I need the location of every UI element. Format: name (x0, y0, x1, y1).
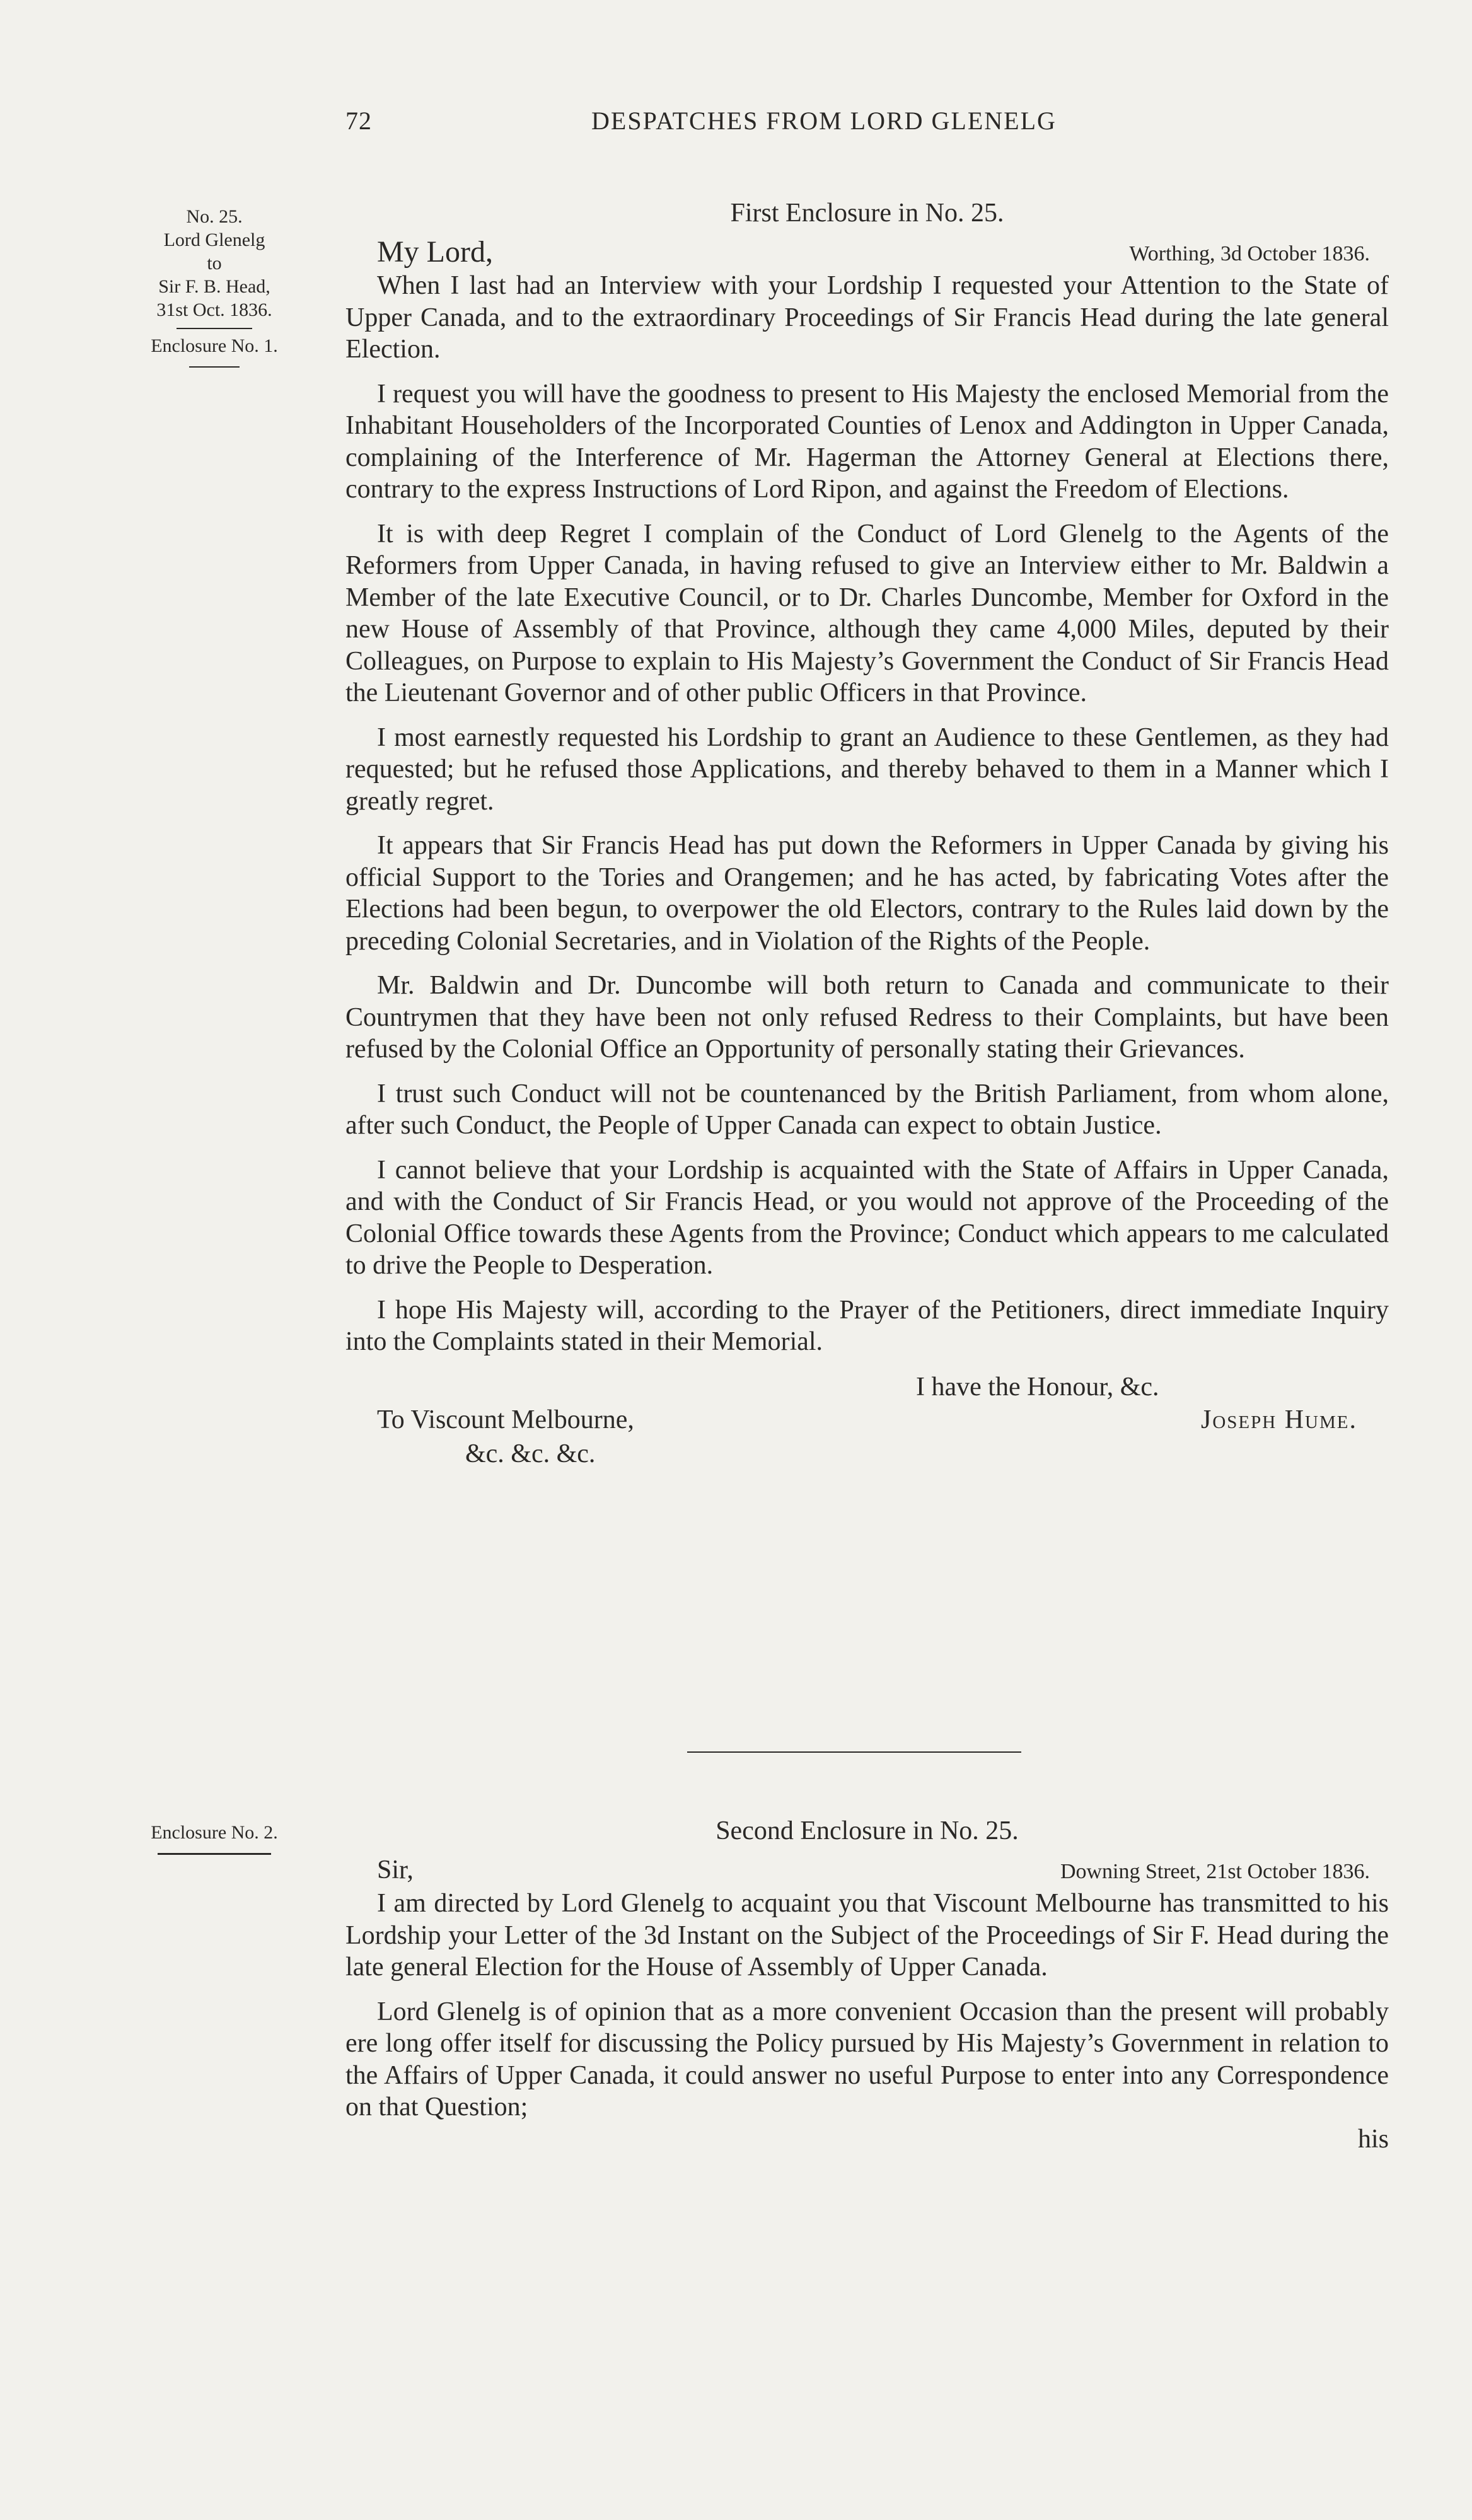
margin-date: 31st Oct. 1836. (156, 299, 272, 320)
paragraph: I hope His Majesty will, according to the Prayer of the Petitioners, direct immediate Inquiry into the Complaints stated in their Memorial. (345, 1295, 1389, 1356)
page-number: 72 (345, 107, 372, 135)
margin-enclosure-label: Enclosure No. 2. (151, 1822, 278, 1843)
margin-sender: Lord Glenelg (163, 229, 265, 250)
dateline: Downing Street, 21st October 1836. (1060, 1860, 1370, 1883)
dateline: Worthing, 3d October 1836. (1129, 242, 1370, 265)
section-separator (687, 1751, 1021, 1753)
margin-note-second (120, 1821, 309, 1855)
paragraph: When I last had an Interview with your Lordship I requested your Attention to the State of Upper Canada, and to the extraordinary Proceedings of Sir Francis Head during the late general Election. (345, 271, 1389, 364)
paragraph: I most earnestly requested his Lordship to grant an Audience to these Gentlemen, as they had requested; but he refused those Applications, and thereby behaved to them in a Manner which I greatly regret. (345, 723, 1389, 816)
second-enclosure (345, 1815, 1389, 2155)
paragraph: It is with deep Regret I complain of the Conduct of Lord Glenelg to the Agents of the Reformers from Upper Canada, in having refused to give an Interview either to Mr. Baldwin a Member of the late Executive Council, or to Dr. Charles Duncombe, Member for Oxford in the new House of Assembly of that Province, although they came 4,000 Miles, deputed by their Colleagues, on Purpose to explain to His Majesty’s Government the Conduct of Sir Francis Head the Lieutenant Governor and of other public Officers in that Province. (345, 519, 1389, 707)
first-enclosure (345, 197, 1389, 1472)
margin-recipient: Sir F. B. Head, (158, 276, 270, 297)
paragraph: I cannot believe that your Lordship is acquainted with the State of Affairs in Upper Canada, and with the Conduct of Sir Francis Head, or you would not approve of the Proceeding of the Colonial Office towards these Agents from the Province; Conduct which appears to me calculated to drive the People to Desperation. (345, 1155, 1389, 1280)
margin-rule (177, 328, 252, 329)
margin-rule (189, 366, 240, 368)
margin-note-first (120, 205, 309, 368)
margin-despatch-number: No. 25. (186, 206, 243, 227)
paragraph: I request you will have the goodness to present to His Majesty the enclosed Memorial from the Inhabitant Householders of the Incorporated Counties of Lenox and Addington in Upper Canada, complaining of the Interference of Mr. Hagerman the Attorney General at Elections there, contrary to the express Instructions of Lord Ripon, and against the Freedom of Elections. (345, 379, 1389, 504)
signature: Joseph Hume. (1201, 1405, 1357, 1434)
enclosure-title: Second Enclosure in No. 25. (716, 1816, 1019, 1845)
margin-enclosure-label: Enclosure No. 1. (151, 335, 278, 356)
paragraph: Lord Glenelg is of opinion that as a more convenient Occasion than the present will probably ere long offer itself for discussing the Policy pursued by His Majesty’s Government in relation to the Affairs of Upper Canada, it could answer no useful Purpose to enter into any Correspondence on that Question; (345, 1997, 1389, 2122)
addressee-etc: &c. &c. &c. (465, 1439, 596, 1468)
salutation: My Lord, (377, 235, 493, 269)
catchword: his (1357, 2124, 1389, 2154)
paragraph: I am directed by Lord Glenelg to acquaint you that Viscount Melbourne has transmitted to his Lordship your Letter of the 3d Instant on the Subject of the Proceedings of Sir F. Head during the late general Election for the House of Assembly of Upper Canada. (345, 1889, 1389, 1982)
enclosure-title: First Enclosure in No. 25. (730, 199, 1004, 228)
page-header (0, 106, 1472, 144)
paragraph: I trust such Conduct will not be countenanced by the British Parliament, from whom alone, after such Conduct, the People of Upper Canada can expect to obtain Justice. (345, 1079, 1389, 1140)
addressee: To Viscount Melbourne, (377, 1405, 634, 1434)
running-head: DESPATCHES FROM LORD GLENELG (591, 107, 1057, 135)
margin-to: to (207, 253, 222, 274)
letter-closing (345, 1371, 1389, 1472)
salutation: Sir, (377, 1855, 414, 1884)
salutation-row (345, 1852, 1389, 1888)
paragraph: It appears that Sir Francis Head has put down the Reformers in Upper Canada by giving his official Support to the Tories and Orangemen; and he has acted, by fabricating Votes after the Elections had been begun, to overpower the old Electors, contrary to the Rules laid down by the preceding Colonial Secretaries, and in Violation of the Rights of the People. (345, 831, 1389, 956)
salutation-row (345, 235, 1389, 270)
margin-rule (158, 1853, 271, 1855)
closing-formula: I have the Honour, &c. (916, 1372, 1159, 1402)
paragraph: Mr. Baldwin and Dr. Duncombe will both return to Canada and communicate to their Countrymen that they have been not only refused Redress to their Complaints, but have been refused by the Colonial Office an Opportunity of personally stating their Grievances. (345, 971, 1389, 1064)
